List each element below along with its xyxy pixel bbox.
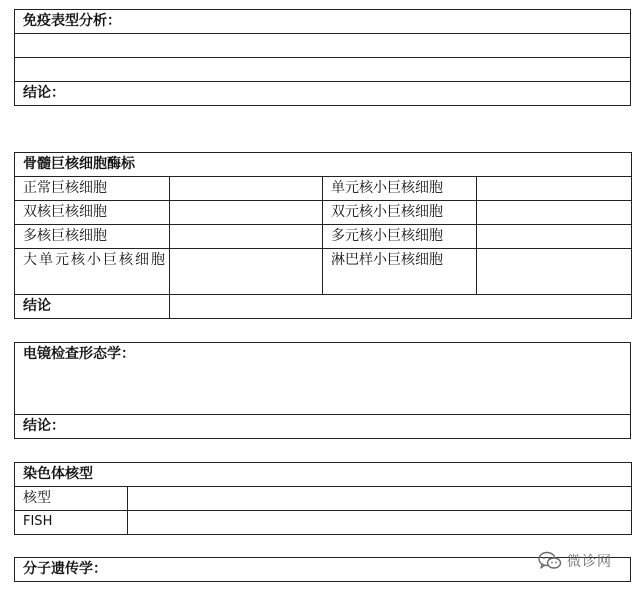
megakaryocyte-label: 淋巴样小巨核细胞: [323, 249, 477, 295]
megakaryocyte-value-cell: [477, 225, 632, 249]
megakaryocyte-value-cell: [170, 177, 323, 201]
megakaryocyte-value-cell: [170, 249, 323, 295]
megakaryocyte-value-cell: [170, 201, 323, 225]
megakaryocyte-label: 双元核小巨核细胞: [323, 201, 477, 225]
electron-microscopy-header: 电镜检查形态学：: [15, 343, 631, 415]
immunophenotype-table: [14, 9, 631, 106]
immunophenotype-blank-row-1: [15, 34, 631, 58]
megakaryocyte-label: 双核巨核细胞: [15, 201, 170, 225]
immunophenotype-blank-row-2: [15, 58, 631, 82]
megakaryocyte-value-cell: [477, 177, 632, 201]
karyotype-header: 染色体核型: [15, 463, 632, 487]
megakaryocyte-table: [14, 152, 632, 319]
megakaryocyte-label: 多元核小巨核细胞: [323, 225, 477, 249]
molecular-genetics-header: 分子遗传学：: [15, 558, 631, 582]
karyotype-table: [14, 462, 632, 535]
megakaryocyte-label: 单元核小巨核细胞: [323, 177, 477, 201]
megakaryocyte-header: 骨髓巨核细胞酶标: [15, 153, 632, 177]
megakaryocyte-value-cell: [477, 201, 632, 225]
immunophenotype-conclusion: 结论：: [15, 82, 631, 106]
fish-row-label: FISH: [15, 511, 128, 535]
megakaryocyte-value-cell: [170, 225, 323, 249]
wechat-icon: [538, 551, 562, 571]
megakaryocyte-conclusion: 结论: [15, 295, 170, 319]
megakaryocyte-label: 多核巨核细胞: [15, 225, 170, 249]
watermark: [538, 548, 632, 574]
fish-row-value: [128, 511, 632, 535]
karyotype-row-value: [128, 487, 632, 511]
karyotype-row-label: 核型: [15, 487, 128, 511]
immunophenotype-header: 免疫表型分析：: [15, 10, 631, 34]
watermark-text: 微诊网: [567, 554, 612, 570]
megakaryocyte-label: 正常巨核细胞: [15, 177, 170, 201]
electron-microscopy-table: [14, 342, 631, 439]
electron-microscopy-conclusion: 结论：: [15, 415, 631, 439]
megakaryocyte-value-cell: [477, 249, 632, 295]
megakaryocyte-conclusion-value: [170, 295, 632, 319]
megakaryocyte-label: 大单元核小巨核细胞: [15, 249, 170, 295]
